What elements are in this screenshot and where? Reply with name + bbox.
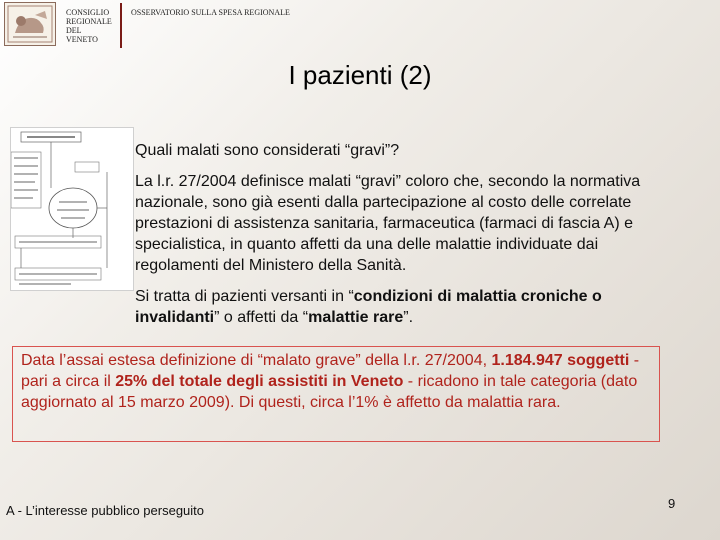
slide-body	[135, 140, 660, 328]
highlight-part3: - ricadono in tale categoria (dato aggiornato al 15 marzo 2009). Di questi, circa l’1% è affetto da malattia rara.	[21, 373, 638, 411]
definition-text: La l.r. 27/2004 definisce malati “gravi” coloro che, secondo la normativa nazionale, sono già esenti dalla partecipazione al costo delle correlate prestazioni di assistenza sanitaria, farmaceutica (farmaci di fascia A) e specialistica, in quanto affetti da una delle malattie individuate dai regolamenti del Ministero della Sanità.	[135, 173, 641, 274]
patients-mid: ” o affetti da “	[214, 309, 309, 326]
patients-count: 1.184.947 soggetti	[491, 352, 630, 369]
header-divider	[120, 3, 122, 48]
slide-title: I pazienti (2)	[288, 60, 432, 90]
question-text: Quali malati sono considerati “gravi”?	[135, 142, 400, 159]
highlight-box	[12, 346, 660, 442]
patients-description	[135, 286, 660, 328]
page-number: 9	[668, 496, 676, 511]
flowchart-thumbnail-icon	[11, 128, 133, 290]
flowchart-thumbnail	[10, 127, 134, 291]
highlight-part2: - pari a circa il	[21, 352, 640, 390]
patients-end: ”.	[403, 309, 414, 326]
lion-emblem-icon	[5, 3, 55, 45]
footer-section: A - L’interesse pubblico perseguito	[6, 503, 205, 518]
patients-percent: 25% del totale degli assistiti in Veneto	[115, 373, 404, 390]
patients-intro: Si tratta di pazienti versanti in “	[135, 288, 354, 305]
observatory-label: OSSERVATORIO SULLA SPESA REGIONALE	[131, 8, 290, 17]
chronic-conditions-term: condizioni di malattia croniche o invalidanti	[135, 288, 602, 326]
council-name: CONSIGLIO REGIONALE DEL VENETO	[66, 8, 112, 44]
regional-council-logo	[4, 2, 56, 46]
highlight-part1: Data l’assai estesa definizione di “malato grave” della l.r. 27/2004,	[21, 352, 492, 369]
rare-diseases-term: malattie rare	[308, 309, 404, 326]
